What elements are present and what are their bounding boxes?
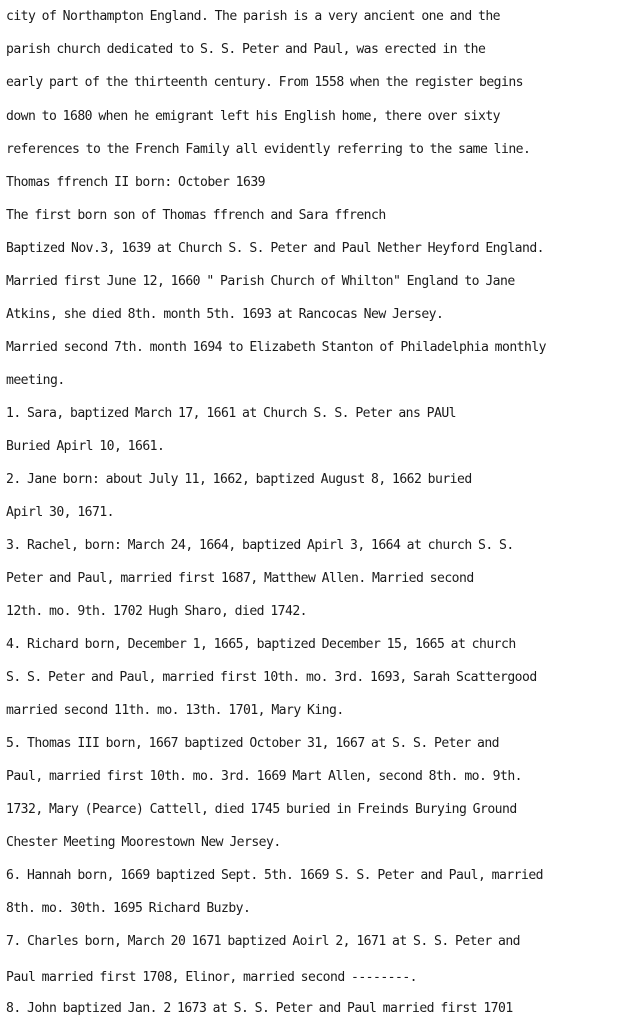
text-line: Peter and Paul, married first 1687, Matthew Allen. Married second [6,571,474,586]
text-line: 12th. mo. 9th. 1702 Hugh Sharo, died 1742. [6,604,307,619]
text-line: Thomas ffrench II born: October 1639 [6,175,265,190]
text-line: references to the French Family all evidently referring to the same line. [6,142,531,157]
text-line: Paul married first 1708, Elinor, married second --------. [6,970,417,985]
text-line: down to 1680 when he emigrant left his English home, there over sixty [6,109,500,124]
text-line: meeting. [6,373,65,388]
text-line: early part of the thirteenth century. From 1558 when the register begins [6,75,523,90]
text-line: city of Northampton England. The parish is a very ancient one and the [6,9,500,24]
text-line: Apirl 30, 1671. [6,505,114,520]
text-line: Chester Meeting Moorestown New Jersey. [6,835,281,850]
text-line: Atkins, she died 8th. month 5th. 1693 at Rancocas New Jersey. [6,307,444,322]
text-line: 4. Richard born, December 1, 1665, baptized December 15, 1665 at church [6,637,516,652]
text-line: 1732, Mary (Pearce) Cattell, died 1745 buried in Freinds Burying Ground [6,802,517,817]
text-line: 7. Charles born, March 20 1671 baptized Aoirl 2, 1671 at S. S. Peter and [6,934,520,949]
text-line: married second 11th. mo. 13th. 1701, Mary King. [6,703,344,718]
text-line: S. S. Peter and Paul, married first 10th. mo. 3rd. 1693, Sarah Scattergood [6,670,537,685]
text-line: 8th. mo. 30th. 1695 Richard Buzby. [6,901,251,916]
text-line: 6. Hannah born, 1669 baptized Sept. 5th. 1669 S. S. Peter and Paul, married [6,868,543,883]
text-line: parish church dedicated to S. S. Peter and Paul, was erected in the [6,42,486,57]
text-line: 2. Jane born: about July 11, 1662, baptized August 8, 1662 buried [6,472,472,487]
text-line: Married first June 12, 1660 " Parish Church of Whilton" England to Jane [6,274,515,289]
text-line: The first born son of Thomas ffrench and Sara ffrench [6,208,386,223]
text-line: 5. Thomas III born, 1667 baptized October 31, 1667 at S. S. Peter and [6,736,499,751]
text-line: Paul, married first 10th. mo. 3rd. 1669 Mart Allen, second 8th. mo. 9th. [6,769,522,784]
text-line: Buried Apirl 10, 1661. [6,439,165,454]
text-line: Baptized Nov.3, 1639 at Church S. S. Peter and Paul Nether Heyford England. [6,241,544,256]
text-line: 8. John baptized Jan. 2 1673 at S. S. Peter and Paul married first 1701 [6,1001,513,1016]
text-line: 1. Sara, baptized March 17, 1661 at Church S. S. Peter ans PAUl [6,406,456,421]
text-line: 3. Rachel, born: March 24, 1664, baptized Apirl 3, 1664 at church S. S. [6,538,514,553]
text-line: Married second 7th. month 1694 to Elizabeth Stanton of Philadelphia monthly [6,340,546,355]
